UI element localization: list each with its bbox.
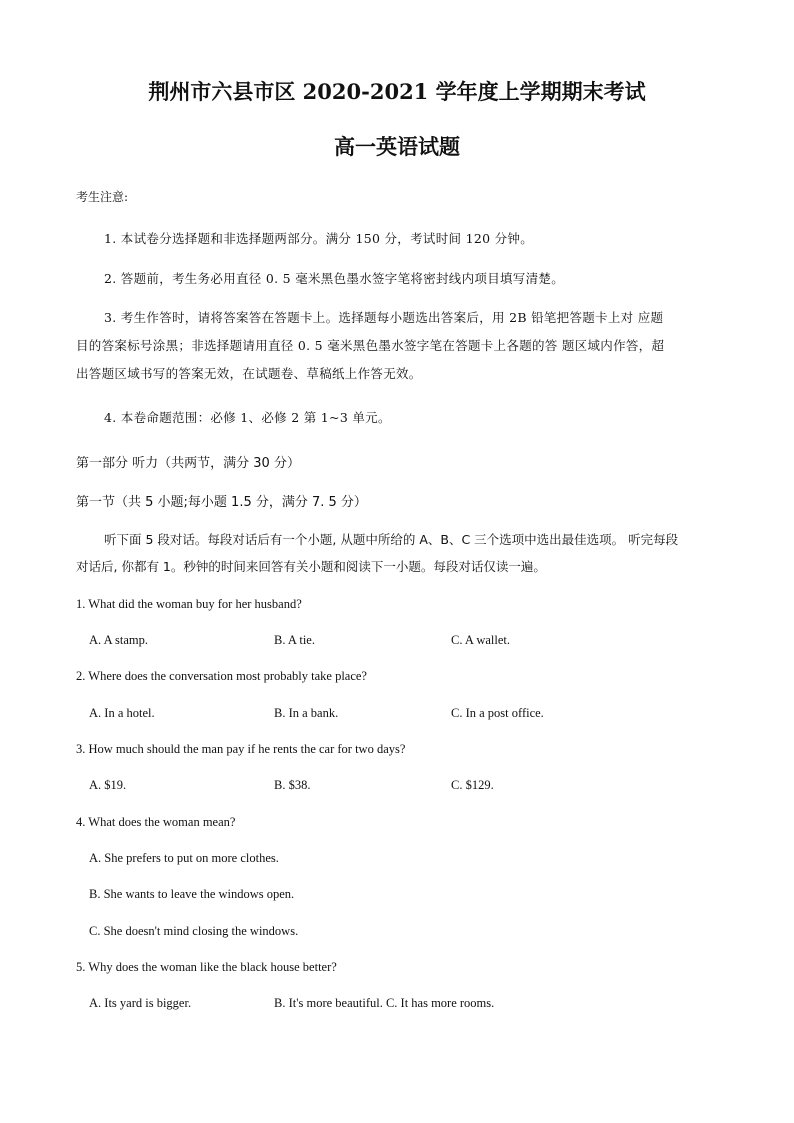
notice-item-3-line-3: 出答题区域书写的答案无效，在试题卷、草稿纸上作答无效。	[76, 366, 422, 381]
question-4-option-a: A. She prefers to put on more clothes.	[89, 851, 279, 865]
part1-heading: 第一部分 听力（共两节，满分 30 分）	[76, 456, 300, 471]
question-1-option-c: C. A wallet.	[451, 633, 511, 647]
notice-item-3-line-1: 3. 考生作答时，请将答案答在答题卡上。选择题每小题选出答案后，用 2B 铅笔把答题卡上对 应题	[104, 310, 664, 325]
exam-subtitle: 高一英语试题	[334, 134, 460, 159]
instruction-line-1: 听下面 5 段对话。每段对话后有一个小题, 从题中所给的 A、B、C 三个选项中选出最佳选项。 听完每段	[104, 532, 679, 547]
question-5-option-a: A. Its yard is bigger.	[89, 996, 192, 1010]
question-1-option-b: B. A tie.	[274, 633, 315, 647]
notice-item-3-line-2: 目的答案标号涂黑；非选择题请用直径 0. 5 毫米黑色墨水签字笔在答题卡上各题的答 题区域内作答，超	[76, 338, 665, 353]
question-2-option-c: C. In a post office.	[451, 706, 544, 720]
question-1-option-a: A. A stamp.	[89, 633, 149, 647]
question-4-option-b: B. She wants to leave the windows open.	[89, 887, 295, 901]
question-4-option-c: C. She doesn't mind closing the windows.	[89, 924, 299, 938]
question-4-stem: 4. What does the woman mean?	[76, 815, 236, 829]
question-5-option-b-c: B. It's more beautiful. C. It has more rooms.	[274, 996, 495, 1010]
instruction-line-2: 对话后, 你都有 1。秒钟的时间来回答有关小题和阅读下一小题。每段对话仅读一遍。	[76, 559, 546, 574]
question-3-option-b: B. $38.	[274, 778, 311, 792]
notice-item-2: 2. 答题前，考生务必用直径 0. 5 毫米黑色墨水签字笔将密封线内项目填写清楚。	[104, 271, 564, 286]
question-1-stem: 1. What did the woman buy for her husband?	[76, 597, 302, 611]
question-2-stem: 2. Where does the conversation most probably take place?	[76, 669, 367, 683]
notice-item-1: 1. 本试卷分选择题和非选择题两部分。满分 150 分，考试时间 120 分钟。	[104, 231, 534, 246]
exam-title: 荆州市六县市区 2020-2021 学年度上学期期末考试	[148, 79, 646, 104]
notice-item-4: 4. 本卷命题范围：必修 1、必修 2 第 1~3 单元。	[104, 410, 391, 425]
question-2-option-b: B. In a bank.	[274, 706, 339, 720]
question-3-stem: 3. How much should the man pay if he rents the car for two days?	[76, 742, 406, 756]
question-5-stem: 5. Why does the woman like the black house better?	[76, 960, 337, 974]
question-2-option-a: A. In a hotel.	[89, 706, 155, 720]
section1-heading: 第一节（共 5 小题;每小题 1.5 分，满分 7. 5 分）	[76, 495, 367, 510]
question-3-option-c: C. $129.	[451, 778, 494, 792]
notice-label: 考生注意:	[76, 190, 129, 204]
question-3-option-a: A. $19.	[89, 778, 127, 792]
